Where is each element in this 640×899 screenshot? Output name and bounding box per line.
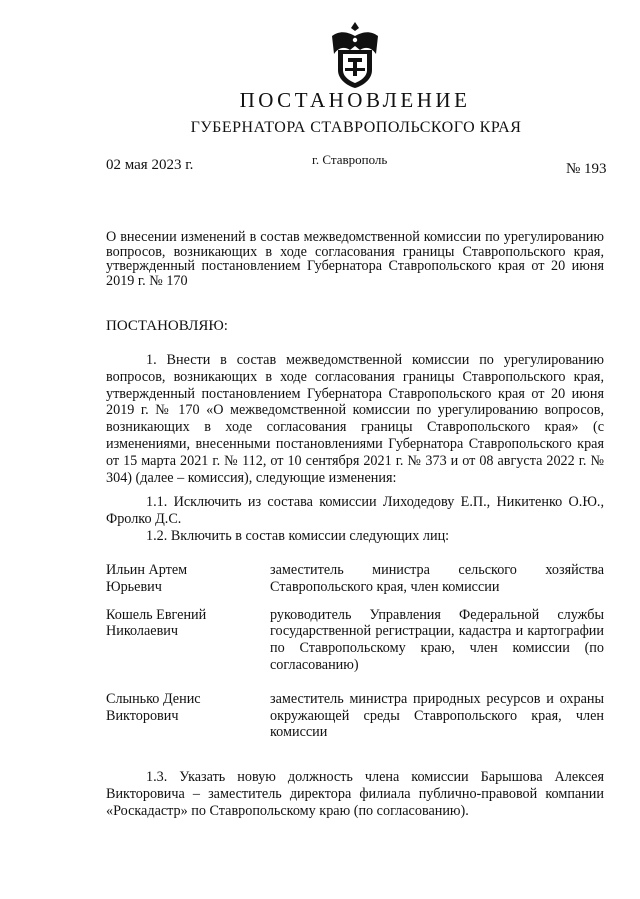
paragraph-1-1: 1.1. Исключить из состава комиссии Лиходедову Е.П., Никитенко О.Ю., Фролко Д.С.	[106, 494, 604, 527]
member-name-line: Слынько Денис	[106, 690, 201, 707]
member-role: заместитель министра сельского хозяйства Ставропольского края, член комиссии	[270, 562, 604, 595]
member-name-line: Ильин Артем	[106, 562, 188, 578]
member-name	[106, 562, 256, 596]
member-name-line: Юрьевич	[106, 578, 162, 595]
members-list	[106, 562, 604, 741]
document-subject: О внесении изменений в состав межведомственной комиссии по урегулированию вопросов, возникающих в ходе согласования границы Ставропольского края, утвержденный постановлением Губернатора Ставропольского края от 20 июня 2019 г. № 170	[106, 229, 604, 289]
paragraph-1-3: 1.3. Указать новую должность члена комиссии Барышова Алексея Викторовича – заместитель директора филиала публично-правовой компании «Роскадастр» по Ставропольскому краю (по согласованию).	[106, 769, 604, 819]
member-role: руководитель Управления Федеральной службы государственной регистрации, кадастра и картографии по Ставропольскому краю, член комиссии (по согласованию)	[270, 606, 604, 673]
member-entry	[106, 607, 604, 674]
member-entry	[106, 691, 604, 741]
member-name	[106, 607, 256, 641]
document-city: г. Ставрополь	[312, 152, 388, 167]
member-role: заместитель министра природных ресурсов и охраны окружающей среды Ставропольского края, член комиссии	[270, 690, 604, 741]
decree-heading: ПОСТАНОВЛЯЮ:	[106, 318, 228, 334]
document-title: ПОСТАНОВЛЕНИЕ	[239, 88, 471, 112]
paragraph-1-2: 1.2. Включить в состав комиссии следующих лиц:	[146, 528, 450, 544]
coat-of-arms-icon	[326, 20, 384, 90]
member-entry	[106, 562, 604, 596]
member-name	[106, 691, 256, 725]
member-name-line: Кошель Евгений	[106, 606, 207, 623]
document-issuer: ГУБЕРНАТОРА СТАВРОПОЛЬСКОГО КРАЯ	[190, 119, 522, 136]
document-number: № 193	[566, 161, 607, 177]
paragraph-1: 1. Внести в состав межведомственной комиссии по урегулированию вопросов, возникающих в ходе согласования границы Ставропольского края, утвержденный постановлением Губернатора Ставропольского края от 20 июня 2019 г. № 170 «О межведомственной комиссии по урегулированию вопросов, возникающих в ходе согласования границы Ставропольского края» (с изменениями, внесенными постановлениями Губернатора Ставропольского края от 15 марта 2021 г. № 112, от 10 сентября 2021 г. № 373 и от 08 августа 2022 г. № 304) (далее – комиссия), следующие изменения:	[106, 352, 604, 486]
member-name-line: Николаевич	[106, 623, 179, 640]
member-name-line: Викторович	[106, 707, 179, 724]
document-date: 02 мая 2023 г.	[106, 157, 194, 173]
